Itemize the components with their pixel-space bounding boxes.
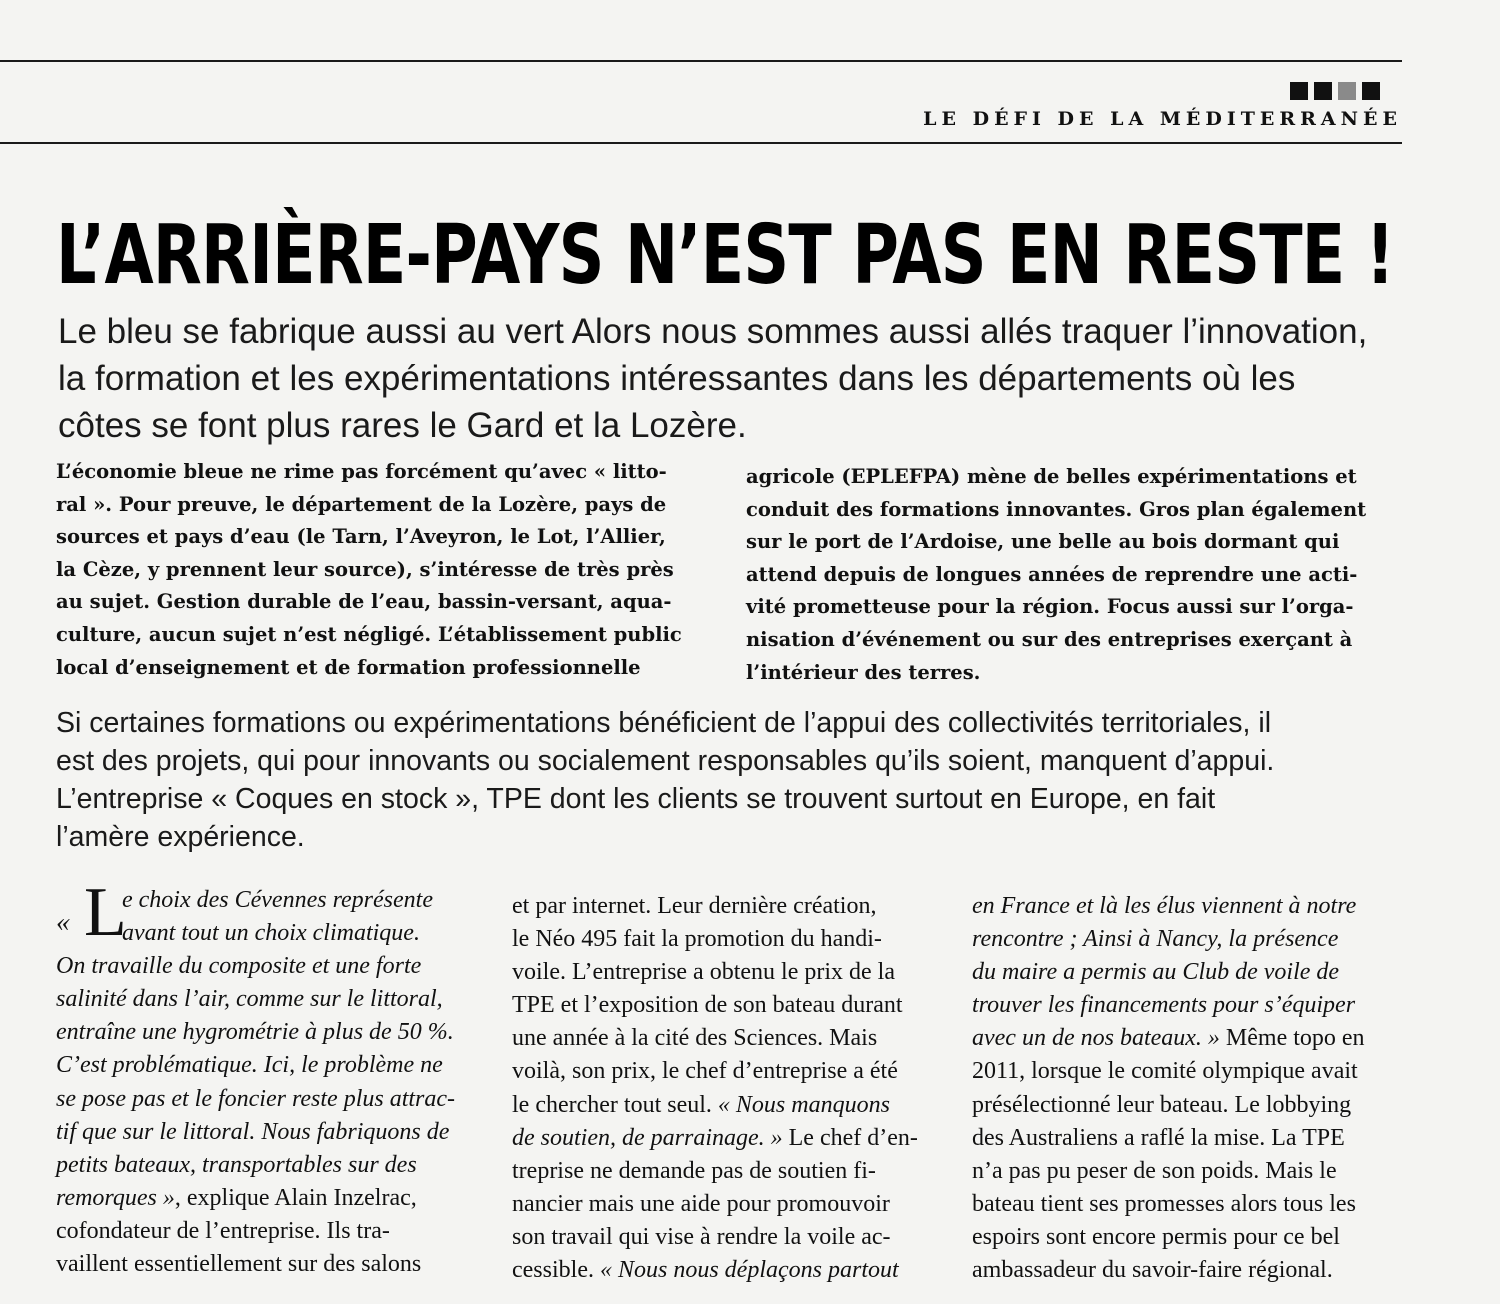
intro-line: sur le port de l’Ardoise, une belle au bois dormant qui <box>746 530 1340 554</box>
body-line: voile. L’entreprise a obtenu le prix de la <box>512 959 895 986</box>
intro-line: conduit des formations innovantes. Gros plan également <box>746 497 1367 521</box>
body-line: TPE et l’exposition de son bateau durant <box>512 992 903 1019</box>
top-rule <box>0 60 1402 62</box>
body-line: rencontre ; Ainsi à Nancy, la présence <box>972 926 1339 953</box>
intro-line: attend depuis de longues années de reprendre une acti- <box>746 562 1358 586</box>
section-marker-squares <box>1290 82 1380 100</box>
body-line: bateau tient ses promesses alors tous les <box>972 1190 1356 1217</box>
body-line: présélectionné leur bateau. Le lobbying <box>972 1091 1352 1118</box>
body-line: voilà, son prix, le chef d’entreprise a été <box>512 1058 898 1085</box>
text-fragment: Même topo en <box>1219 1025 1365 1052</box>
body-line <box>512 1122 934 1155</box>
body-line <box>512 1254 934 1287</box>
intro-line: l’intérieur des terres. <box>746 660 981 684</box>
intro-line: local d’enseignement et de formation professionnelle <box>56 655 641 679</box>
body-line: tif que sur le littoral. Nous fabriquons de <box>56 1118 450 1145</box>
body-line: C’est problématique. Ici, le problème ne <box>56 1052 443 1079</box>
body-line: nancier mais une aide pour promouvoir <box>512 1190 890 1217</box>
body-line: une année à la cité des Sciences. Mais <box>512 1025 878 1052</box>
intro-paragraph <box>56 456 1406 689</box>
body-line <box>56 1182 478 1215</box>
body-column-1 <box>56 874 478 1281</box>
intro-line: nisation d’événement ou sur des entreprises exerçant à <box>746 627 1353 651</box>
text-fragment: le chercher tout seul. <box>512 1091 718 1118</box>
body-line: n’a pas pu peser de son poids. Mais le <box>972 1157 1337 1184</box>
body-line: en France et là les élus viennent à notre <box>972 893 1357 919</box>
intro-line: vité prometteuse pour la région. Focus aussi sur l’orga- <box>746 595 1354 619</box>
quote-fragment: remorques » <box>56 1184 175 1211</box>
intro-line: ral ». Pour preuve, le département de la Lozère, pays de <box>56 492 667 516</box>
section-label: LE DÉFI DE LA MÉDITERRANÉE <box>923 108 1402 130</box>
lead-line: L’entreprise « Coques en stock », TPE dont les clients se trouvent surtout en Europe, en fait <box>56 783 1216 815</box>
intro-line: L’économie bleue ne rime pas forcément qu’avec « litto- <box>56 460 667 483</box>
body-column-3 <box>972 890 1394 1287</box>
intro-line: sources et pays d’eau (le Tarn, l’Aveyron, le Lot, l’Allier, <box>56 525 666 549</box>
body-line: avant tout un choix climatique. <box>122 920 420 947</box>
body-line: On travaille du composite et une forte <box>56 953 422 980</box>
body-line: e choix des Cévennes représente <box>122 887 433 913</box>
standfirst <box>58 308 1418 449</box>
body-line: treprise ne demande pas de soutien fi- <box>512 1157 876 1184</box>
article-headline: L’ARRIÈRE-PAYS N’EST PAS EN RESTE ! <box>56 208 1395 303</box>
body-line: 2011, lorsque le comité olympique avait <box>972 1058 1358 1085</box>
body-line: vaillent essentiellement sur des salons <box>56 1251 422 1278</box>
body-line: se pose pas et le foncier reste plus attrac- <box>56 1085 456 1112</box>
lead-paragraph <box>56 704 1416 856</box>
quote-fragment: avec un de nos bateaux. » <box>972 1025 1220 1052</box>
intro-column-left <box>56 456 716 689</box>
marker-square <box>1362 82 1380 100</box>
body-line: petits bateaux, transportables sur des <box>56 1151 417 1178</box>
intro-column-right <box>746 456 1406 689</box>
opening-quote-mark: « <box>56 907 70 938</box>
body-line: trouver les financements pour s’équiper <box>972 992 1356 1019</box>
body-line: espoirs sont encore permis pour ce bel <box>972 1223 1340 1250</box>
lead-line: est des projets, qui pour innovants ou socialement responsables qu’ils soient, manquent d’appui. <box>56 745 1275 777</box>
lead-line: Si certaines formations ou expérimentations bénéficient de l’appui des collectivités territoriales, il <box>56 707 1272 739</box>
marker-square <box>1290 82 1308 100</box>
body-line: son travail qui vise à rendre la voile ac- <box>512 1223 891 1250</box>
body-line: et par internet. Leur dernière création, <box>512 893 877 919</box>
body-line: le Néo 495 fait la promotion du handi- <box>512 926 882 953</box>
intro-line: la Cèze, y prennent leur source), s’intéresse de très près <box>56 557 674 581</box>
intro-line: agricole (EPLEFPA) mène de belles expérimentations et <box>746 465 1357 488</box>
body-line: des Australiens a raflé la mise. La TPE <box>972 1124 1345 1151</box>
quote-fragment: « Nous nous déplaçons partout <box>599 1257 899 1284</box>
marker-square <box>1338 82 1356 100</box>
intro-line: au sujet. Gestion durable de l’eau, bassin-versant, aqua- <box>56 590 672 614</box>
text-fragment: Le chef d’en- <box>782 1124 918 1151</box>
standfirst-line: côtes se font plus rares le Gard et la Lozère. <box>58 406 747 445</box>
header-rule <box>0 142 1402 144</box>
body-line <box>972 1022 1394 1055</box>
drop-cap: L <box>84 874 127 951</box>
body-line: du maire a permis au Club de voile de <box>972 959 1340 986</box>
text-fragment: , explique Alain Inzelrac, <box>174 1184 417 1211</box>
lead-line: l’amère expérience. <box>56 821 305 853</box>
standfirst-line: Le bleu se fabrique aussi au vert Alors nous sommes aussi allés traquer l’innovation, <box>58 312 1368 351</box>
text-fragment: cessible. <box>512 1257 600 1284</box>
body-line: salinité dans l’air, comme sur le littoral, <box>56 986 443 1013</box>
marker-square <box>1314 82 1332 100</box>
body-line: entraîne une hygrométrie à plus de 50 %. <box>56 1019 454 1046</box>
body-line <box>512 1089 934 1122</box>
body-line: ambassadeur du savoir-faire régional. <box>972 1257 1333 1284</box>
body-line: cofondateur de l’entreprise. Ils tra- <box>56 1217 390 1244</box>
body-column-2 <box>512 890 934 1287</box>
quote-fragment: « Nous manquons <box>717 1091 890 1118</box>
intro-line: culture, aucun sujet n’est négligé. L’établissement public <box>56 622 682 646</box>
quote-fragment: de soutien, de parrainage. » <box>512 1124 783 1151</box>
standfirst-line: la formation et les expérimentations intéressantes dans les départements où les <box>58 359 1296 398</box>
